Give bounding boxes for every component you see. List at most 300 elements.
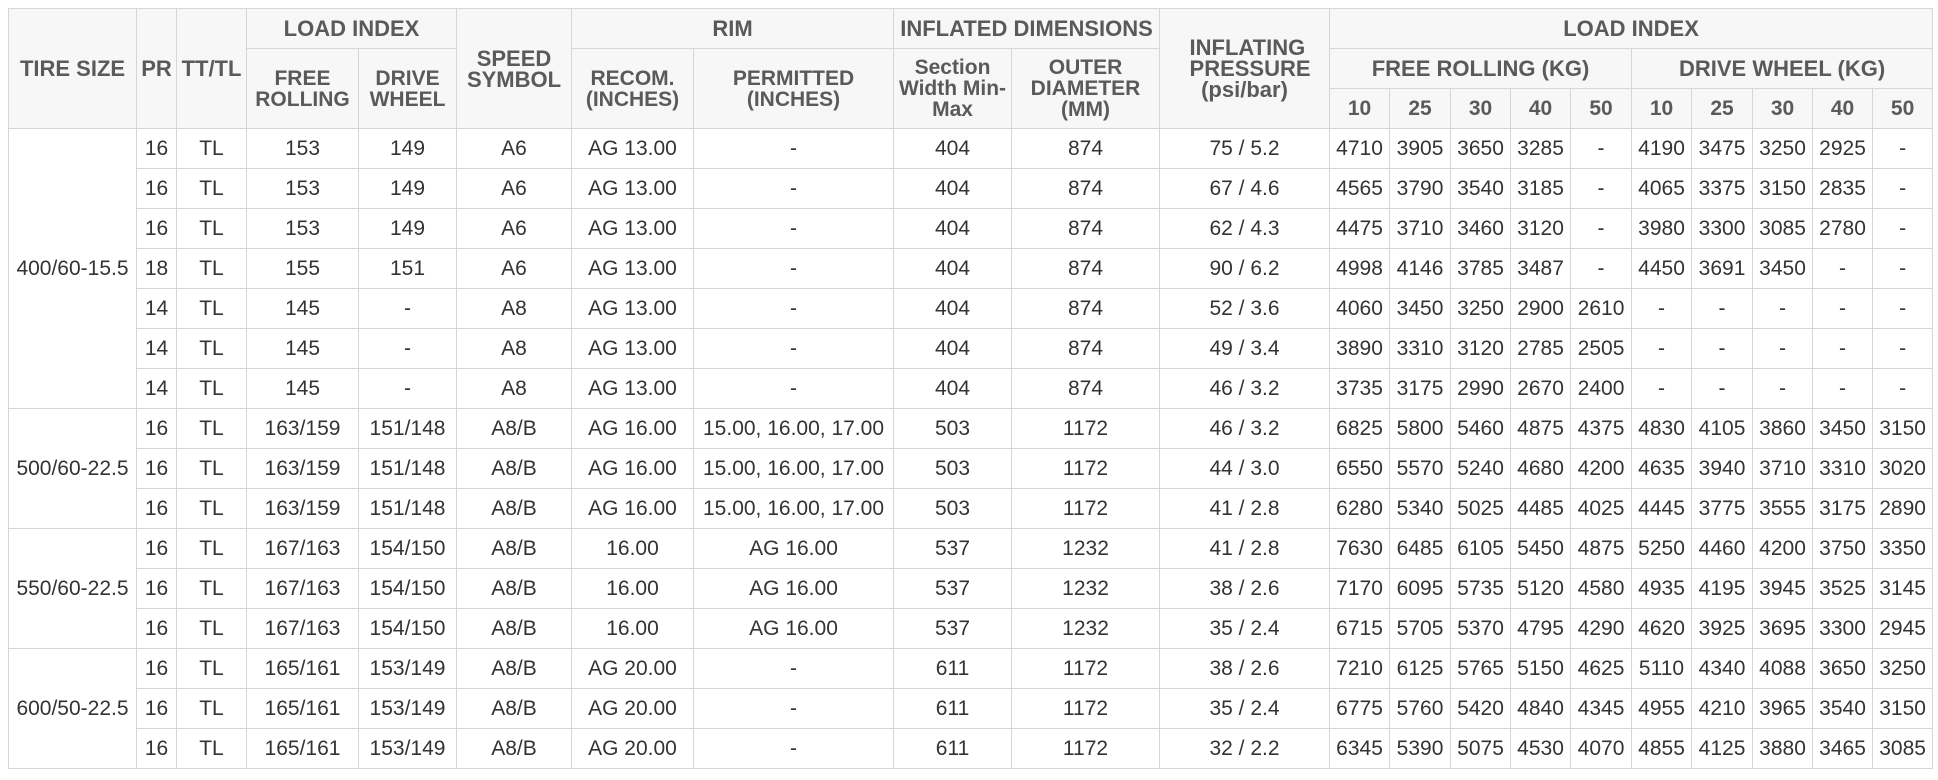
load-index-drive-cell: - [359,289,457,329]
load-index-drive-cell: 154/150 [359,609,457,649]
outer-diameter-cell: 874 [1012,209,1160,249]
outer-diameter-cell: 1172 [1012,409,1160,449]
tt-tl-cell: TL [177,409,247,449]
free-load-40-cell: 3487 [1511,249,1571,289]
pr-cell: 16 [137,529,177,569]
table-row [9,289,1933,329]
header-load-index: LOAD INDEX [247,9,457,49]
drive-load-10-cell: 4190 [1632,129,1692,169]
rim-permitted-cell: - [694,209,894,249]
rim-recom-cell: AG 16.00 [572,409,694,449]
free-load-50-cell: 4070 [1571,729,1632,769]
free-load-40-cell: 4840 [1511,689,1571,729]
drive-load-50-cell: 2890 [1873,489,1933,529]
pressure-cell: 46 / 3.2 [1160,409,1330,449]
free-load-25-cell: 5800 [1390,409,1451,449]
load-index-free-cell: 153 [247,169,359,209]
drive-load-40-cell: 3540 [1813,689,1873,729]
free-load-25-cell: 6095 [1390,569,1451,609]
drive-load-30-cell: 3965 [1753,689,1813,729]
speed-symbol-cell: A8/B [457,689,572,729]
load-index-free-cell: 167/163 [247,529,359,569]
rim-recom-cell: AG 20.00 [572,649,694,689]
drive-load-25-cell: 4105 [1692,409,1753,449]
speed-symbol-cell: A6 [457,129,572,169]
rim-recom-cell: AG 13.00 [572,249,694,289]
drive-load-50-cell: 2945 [1873,609,1933,649]
rim-recom-cell: AG 13.00 [572,289,694,329]
free-load-40-cell: 5450 [1511,529,1571,569]
free-load-25-cell: 5390 [1390,729,1451,769]
load-index-free-cell: 163/159 [247,489,359,529]
header-drive-speed-40: 40 [1813,89,1873,129]
drive-load-50-cell: - [1873,289,1933,329]
free-load-30-cell: 5420 [1451,689,1511,729]
drive-load-50-cell: - [1873,369,1933,409]
header-inflating-pressure [1160,9,1330,129]
section-width-cell: 404 [894,209,1012,249]
pr-cell: 16 [137,489,177,529]
section-width-cell: 611 [894,649,1012,689]
drive-load-30-cell: 3450 [1753,249,1813,289]
pr-cell: 16 [137,569,177,609]
free-load-25-cell: 4146 [1390,249,1451,289]
rim-recom-cell: 16.00 [572,529,694,569]
tire-size-cell: 500/60-22.5 [9,409,137,529]
free-load-50-cell: 4345 [1571,689,1632,729]
outer-diameter-cell: 874 [1012,169,1160,209]
free-load-50-cell: 4625 [1571,649,1632,689]
pr-cell: 14 [137,289,177,329]
free-load-40-cell: 4485 [1511,489,1571,529]
rim-recom-cell: AG 20.00 [572,729,694,769]
rim-recom-cell: AG 13.00 [572,369,694,409]
rim-recom-cell: AG 13.00 [572,329,694,369]
drive-load-25-cell: 3691 [1692,249,1753,289]
load-index-drive-cell: 151/148 [359,489,457,529]
tt-tl-cell: TL [177,649,247,689]
section-width-cell: 503 [894,489,1012,529]
drive-load-25-cell: - [1692,369,1753,409]
rim-permitted-cell: - [694,249,894,289]
drive-load-10-cell: 4635 [1632,449,1692,489]
free-load-10-cell: 6280 [1330,489,1390,529]
drive-load-10-cell: 4450 [1632,249,1692,289]
drive-load-40-cell: - [1813,329,1873,369]
outer-diameter-cell: 1232 [1012,529,1160,569]
free-load-30-cell: 5240 [1451,449,1511,489]
header-drive-speed-50: 50 [1873,89,1933,129]
header-free-speed-10: 10 [1330,89,1390,129]
drive-load-40-cell: 3525 [1813,569,1873,609]
free-load-30-cell: 6105 [1451,529,1511,569]
drive-load-25-cell: 4125 [1692,729,1753,769]
drive-load-10-cell: - [1632,329,1692,369]
header-speed-symbol: SPEED SYMBOL [457,9,572,129]
rim-permitted-cell: 15.00, 16.00, 17.00 [694,489,894,529]
pr-cell: 16 [137,609,177,649]
free-load-30-cell: 5460 [1451,409,1511,449]
load-index-drive-cell: 151 [359,249,457,289]
free-load-25-cell: 3790 [1390,169,1451,209]
outer-diameter-cell: 874 [1012,329,1160,369]
load-index-drive-cell: 149 [359,209,457,249]
rim-permitted-cell: - [694,289,894,329]
drive-load-50-cell: 3150 [1873,689,1933,729]
section-width-cell: 537 [894,609,1012,649]
drive-load-40-cell: 3650 [1813,649,1873,689]
drive-load-25-cell: 4210 [1692,689,1753,729]
free-load-30-cell: 3460 [1451,209,1511,249]
header-free-speed-50: 50 [1571,89,1632,129]
header-inflating-pressure-unit: (psi/bar) [1201,77,1288,102]
free-load-30-cell: 3650 [1451,129,1511,169]
outer-diameter-cell: 1172 [1012,489,1160,529]
load-index-drive-cell: 153/149 [359,689,457,729]
tire-size-cell: 600/50-22.5 [9,649,137,769]
drive-load-10-cell: 3980 [1632,209,1692,249]
load-index-drive-cell: 151/148 [359,449,457,489]
rim-permitted-cell: - [694,729,894,769]
drive-load-30-cell: 3710 [1753,449,1813,489]
drive-load-25-cell: 3940 [1692,449,1753,489]
tt-tl-cell: TL [177,489,247,529]
speed-symbol-cell: A8/B [457,649,572,689]
table-body [9,129,1933,769]
load-index-free-cell: 165/161 [247,649,359,689]
pr-cell: 16 [137,169,177,209]
tire-size-cell: 550/60-22.5 [9,529,137,649]
speed-symbol-cell: A8/B [457,449,572,489]
pressure-cell: 90 / 6.2 [1160,249,1330,289]
drive-load-50-cell: - [1873,329,1933,369]
load-index-free-cell: 163/159 [247,449,359,489]
speed-symbol-cell: A6 [457,249,572,289]
header-free-speed-30: 30 [1451,89,1511,129]
drive-load-40-cell: 2780 [1813,209,1873,249]
drive-load-25-cell: 3300 [1692,209,1753,249]
drive-load-40-cell: 2925 [1813,129,1873,169]
free-load-30-cell: 3540 [1451,169,1511,209]
pressure-cell: 35 / 2.4 [1160,689,1330,729]
table-row [9,209,1933,249]
rim-permitted-cell: - [694,129,894,169]
load-index-free-cell: 163/159 [247,409,359,449]
drive-load-30-cell: 3880 [1753,729,1813,769]
header-free-rolling-kg: FREE ROLLING (KG) [1330,49,1632,89]
free-load-25-cell: 5705 [1390,609,1451,649]
pressure-cell: 49 / 3.4 [1160,329,1330,369]
section-width-cell: 503 [894,449,1012,489]
drive-load-50-cell: 3150 [1873,409,1933,449]
pressure-cell: 41 / 2.8 [1160,529,1330,569]
tt-tl-cell: TL [177,729,247,769]
table-row [9,649,1933,689]
rim-permitted-cell: - [694,329,894,369]
speed-symbol-cell: A8 [457,289,572,329]
free-load-40-cell: 3285 [1511,129,1571,169]
drive-load-40-cell: 2835 [1813,169,1873,209]
table-row [9,489,1933,529]
free-load-40-cell: 4875 [1511,409,1571,449]
drive-load-25-cell: - [1692,289,1753,329]
header-load-index-kg: LOAD INDEX [1330,9,1933,49]
free-load-30-cell: 2990 [1451,369,1511,409]
tt-tl-cell: TL [177,609,247,649]
free-load-30-cell: 3120 [1451,329,1511,369]
load-index-drive-cell: 154/150 [359,529,457,569]
free-load-50-cell: 4375 [1571,409,1632,449]
pr-cell: 16 [137,409,177,449]
tt-tl-cell: TL [177,529,247,569]
drive-load-40-cell: 3310 [1813,449,1873,489]
table-row [9,449,1933,489]
rim-recom-cell: AG 13.00 [572,129,694,169]
header-drive-speed-10: 10 [1632,89,1692,129]
drive-load-40-cell: 3450 [1813,409,1873,449]
free-load-10-cell: 6715 [1330,609,1390,649]
drive-load-30-cell: 3860 [1753,409,1813,449]
free-load-25-cell: 5570 [1390,449,1451,489]
speed-symbol-cell: A8 [457,329,572,369]
free-load-40-cell: 3120 [1511,209,1571,249]
pressure-cell: 46 / 3.2 [1160,369,1330,409]
section-width-cell: 404 [894,289,1012,329]
outer-diameter-cell: 1232 [1012,569,1160,609]
rim-permitted-cell: AG 16.00 [694,569,894,609]
table-row [9,129,1933,169]
free-load-10-cell: 4060 [1330,289,1390,329]
load-index-drive-cell: - [359,329,457,369]
table-row [9,409,1933,449]
rim-recom-cell: 16.00 [572,609,694,649]
tt-tl-cell: TL [177,369,247,409]
pr-cell: 14 [137,369,177,409]
rim-recom-cell: AG 16.00 [572,489,694,529]
drive-load-50-cell: - [1873,129,1933,169]
header-rim: RIM [572,9,894,49]
drive-load-10-cell: - [1632,289,1692,329]
pressure-cell: 67 / 4.6 [1160,169,1330,209]
free-load-40-cell: 4680 [1511,449,1571,489]
free-load-30-cell: 5075 [1451,729,1511,769]
rim-recom-cell: AG 13.00 [572,169,694,209]
speed-symbol-cell: A6 [457,209,572,249]
section-width-cell: 404 [894,369,1012,409]
free-load-40-cell: 2670 [1511,369,1571,409]
speed-symbol-cell: A6 [457,169,572,209]
free-load-50-cell: 4200 [1571,449,1632,489]
header-outer-diameter: OUTER DIAMETER (MM) [1012,49,1160,129]
pr-cell: 18 [137,249,177,289]
load-index-free-cell: 165/161 [247,729,359,769]
free-load-10-cell: 4475 [1330,209,1390,249]
tt-tl-cell: TL [177,569,247,609]
free-load-50-cell: 2610 [1571,289,1632,329]
drive-load-25-cell: 4340 [1692,649,1753,689]
tt-tl-cell: TL [177,129,247,169]
pr-cell: 16 [137,209,177,249]
outer-diameter-cell: 874 [1012,369,1160,409]
free-load-10-cell: 7630 [1330,529,1390,569]
load-index-drive-cell: 153/149 [359,729,457,769]
outer-diameter-cell: 1232 [1012,609,1160,649]
drive-load-10-cell: 4620 [1632,609,1692,649]
load-index-free-cell: 167/163 [247,609,359,649]
drive-load-40-cell: 3750 [1813,529,1873,569]
free-load-10-cell: 6345 [1330,729,1390,769]
tt-tl-cell: TL [177,689,247,729]
pressure-cell: 38 / 2.6 [1160,649,1330,689]
tt-tl-cell: TL [177,249,247,289]
rim-permitted-cell: AG 16.00 [694,529,894,569]
pressure-cell: 52 / 3.6 [1160,289,1330,329]
speed-symbol-cell: A8/B [457,729,572,769]
rim-recom-cell: 16.00 [572,569,694,609]
header-free-speed-40: 40 [1511,89,1571,129]
load-index-free-cell: 145 [247,369,359,409]
free-load-10-cell: 4998 [1330,249,1390,289]
rim-recom-cell: AG 13.00 [572,209,694,249]
free-load-10-cell: 6825 [1330,409,1390,449]
drive-load-30-cell: 3250 [1753,129,1813,169]
header-drive-speed-25: 25 [1692,89,1753,129]
pr-cell: 16 [137,729,177,769]
pr-cell: 16 [137,129,177,169]
pr-cell: 16 [137,449,177,489]
free-load-25-cell: 6125 [1390,649,1451,689]
free-load-30-cell: 5735 [1451,569,1511,609]
free-load-10-cell: 6775 [1330,689,1390,729]
speed-symbol-cell: A8/B [457,529,572,569]
load-index-free-cell: 145 [247,329,359,369]
table-row [9,369,1933,409]
table-row [9,329,1933,369]
header-rim-recom: RECOM. (INCHES) [572,49,694,129]
load-index-drive-cell: - [359,369,457,409]
outer-diameter-cell: 874 [1012,289,1160,329]
drive-load-30-cell: - [1753,329,1813,369]
speed-symbol-cell: A8/B [457,609,572,649]
free-load-50-cell: 4580 [1571,569,1632,609]
free-load-10-cell: 7210 [1330,649,1390,689]
load-index-drive-cell: 154/150 [359,569,457,609]
speed-symbol-cell: A8/B [457,489,572,529]
section-width-cell: 611 [894,689,1012,729]
drive-load-50-cell: 3145 [1873,569,1933,609]
free-load-30-cell: 5370 [1451,609,1511,649]
free-load-40-cell: 4530 [1511,729,1571,769]
free-load-10-cell: 4565 [1330,169,1390,209]
drive-load-50-cell: - [1873,169,1933,209]
header-inflating-pressure-label: INFLATING PRESSURE [1189,35,1311,81]
drive-load-50-cell: - [1873,209,1933,249]
free-load-40-cell: 4795 [1511,609,1571,649]
free-load-40-cell: 3185 [1511,169,1571,209]
drive-load-25-cell: 3475 [1692,129,1753,169]
rim-recom-cell: AG 20.00 [572,689,694,729]
free-load-25-cell: 3175 [1390,369,1451,409]
header-free-rolling: FREE ROLLING [247,49,359,129]
table-row [9,569,1933,609]
free-load-40-cell: 5120 [1511,569,1571,609]
section-width-cell: 611 [894,729,1012,769]
tt-tl-cell: TL [177,329,247,369]
rim-recom-cell: AG 16.00 [572,449,694,489]
drive-load-30-cell: 3085 [1753,209,1813,249]
free-load-10-cell: 3735 [1330,369,1390,409]
section-width-cell: 537 [894,569,1012,609]
pressure-cell: 75 / 5.2 [1160,129,1330,169]
rim-permitted-cell: 15.00, 16.00, 17.00 [694,409,894,449]
rim-permitted-cell: - [694,369,894,409]
free-load-30-cell: 5765 [1451,649,1511,689]
drive-load-40-cell: - [1813,289,1873,329]
drive-load-40-cell: 3175 [1813,489,1873,529]
drive-load-30-cell: 3945 [1753,569,1813,609]
load-index-drive-cell: 149 [359,129,457,169]
table-row [9,169,1933,209]
outer-diameter-cell: 874 [1012,129,1160,169]
free-load-10-cell: 4710 [1330,129,1390,169]
pressure-cell: 32 / 2.2 [1160,729,1330,769]
free-load-10-cell: 7170 [1330,569,1390,609]
drive-load-40-cell: - [1813,369,1873,409]
outer-diameter-cell: 1172 [1012,649,1160,689]
tt-tl-cell: TL [177,169,247,209]
free-load-50-cell: 4875 [1571,529,1632,569]
section-width-cell: 404 [894,329,1012,369]
pr-cell: 14 [137,329,177,369]
rim-permitted-cell: - [694,649,894,689]
drive-load-30-cell: - [1753,369,1813,409]
header-pr: PR [137,9,177,129]
drive-load-50-cell: 3020 [1873,449,1933,489]
load-index-drive-cell: 149 [359,169,457,209]
speed-symbol-cell: A8/B [457,569,572,609]
drive-load-10-cell: 4855 [1632,729,1692,769]
drive-load-25-cell: 4460 [1692,529,1753,569]
drive-load-10-cell: - [1632,369,1692,409]
drive-load-10-cell: 5250 [1632,529,1692,569]
tire-size-cell: 400/60-15.5 [9,129,137,409]
pressure-cell: 41 / 2.8 [1160,489,1330,529]
drive-load-50-cell: 3085 [1873,729,1933,769]
drive-load-30-cell: 3150 [1753,169,1813,209]
speed-symbol-cell: A8 [457,369,572,409]
drive-load-25-cell: 3925 [1692,609,1753,649]
header-rim-permitted: PERMITTED (INCHES) [694,49,894,129]
free-load-10-cell: 6550 [1330,449,1390,489]
table-header [9,9,1933,129]
load-index-free-cell: 165/161 [247,689,359,729]
header-tt-tl: TT/TL [177,9,247,129]
free-load-50-cell: 4290 [1571,609,1632,649]
outer-diameter-cell: 1172 [1012,729,1160,769]
free-load-50-cell: - [1571,169,1632,209]
header-drive-wheel: DRIVE WHEEL [359,49,457,129]
tire-spec-table [8,8,1933,769]
section-width-cell: 503 [894,409,1012,449]
rim-permitted-cell: AG 16.00 [694,609,894,649]
outer-diameter-cell: 1172 [1012,449,1160,489]
free-load-50-cell: 4025 [1571,489,1632,529]
drive-load-30-cell: - [1753,289,1813,329]
pressure-cell: 44 / 3.0 [1160,449,1330,489]
free-load-50-cell: - [1571,209,1632,249]
header-drive-speed-30: 30 [1753,89,1813,129]
drive-load-40-cell: 3465 [1813,729,1873,769]
